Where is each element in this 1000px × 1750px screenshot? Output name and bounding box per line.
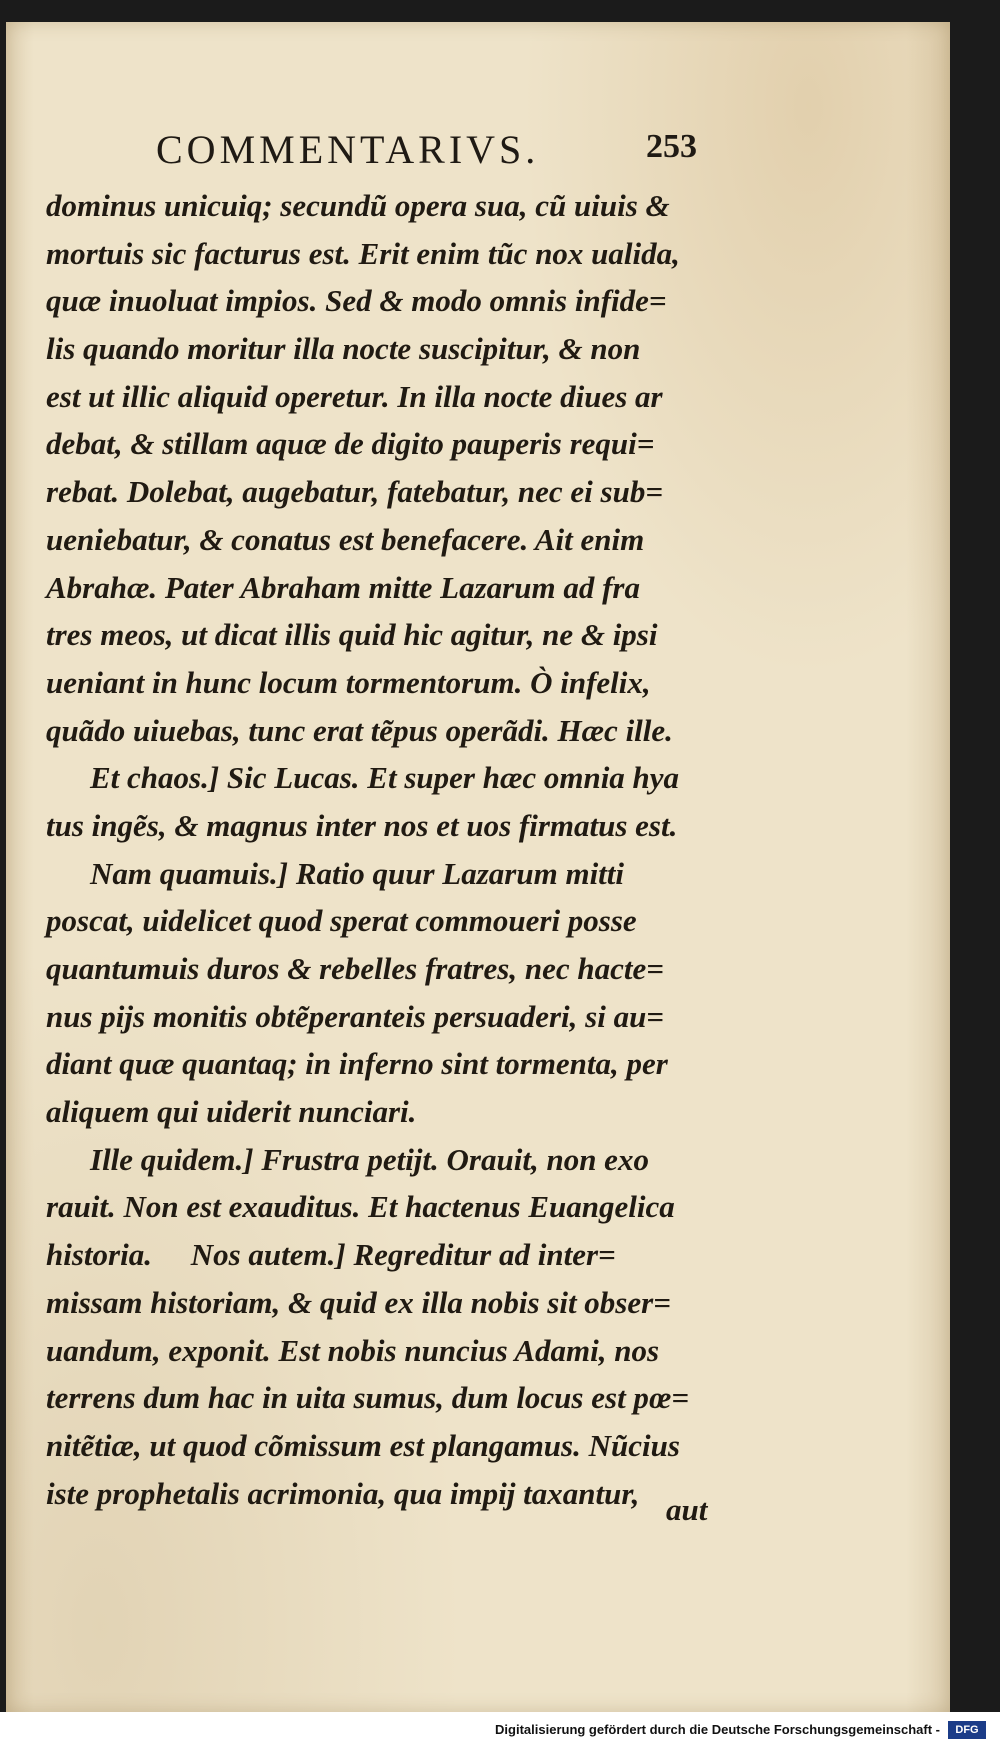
text-line: terrens dum hac in uita sumus, dum locus est pœ=	[46, 1380, 689, 1416]
book-page	[6, 22, 950, 1712]
text-line: Ille quidem.] Frustra petijt. Orauit, non exo	[90, 1141, 649, 1177]
text-line: est ut illic aliquid operetur. In illa nocte diues ar	[46, 378, 663, 414]
text-line: missam historiam, & quid ex illa nobis sit obser=	[46, 1284, 671, 1320]
running-title: COMMENTARIVS.	[156, 127, 540, 172]
text-line: Et chaos.] Sic Lucas. Et super hæc omnia hya	[90, 760, 680, 796]
text-line: ueniebatur, & conatus est benefacere. Ait enim	[46, 521, 645, 557]
page-number: 253	[646, 128, 697, 165]
text-line: mortuis sic facturus est. Erit enim tũc nox ualida,	[46, 235, 680, 271]
text-line: historia. Nos autem.] Regreditur ad inter=	[46, 1237, 616, 1273]
digitization-footer	[0, 1712, 1000, 1750]
text-line: debat, & stillam aquæ de digito pauperis requi=	[46, 426, 655, 462]
text-line: iste prophetalis acrimonia, qua impij taxantur,	[46, 1475, 640, 1511]
text-line: tres meos, ut dicat illis quid hic agitur, ne & ipsi	[46, 617, 658, 653]
funding-credit: Digitalisierung gefördert durch die Deutsche Forschungsgemeinschaft -	[495, 1722, 940, 1737]
text-line: diant quæ quantaq; in inferno sint tormenta, per	[46, 1046, 668, 1082]
text-line: quæ inuoluat impios. Sed & modo omnis infide=	[46, 283, 667, 319]
text-line: dominus unicuiq; secundũ opera sua, cũ uiuis &	[46, 188, 670, 223]
text-line: poscat, uidelicet quod sperat commoueri posse	[46, 903, 637, 939]
text-line: ueniant in hunc locum tormentorum. Ò infelix,	[46, 664, 651, 700]
catchword: aut	[666, 1492, 708, 1527]
text-line: nitẽtiæ, ut quod cõmissum est plangamus. Nũcius	[46, 1427, 680, 1463]
text-line: tus ingẽs, & magnus inter nos et uos firmatus est.	[46, 807, 678, 843]
dfg-logo-icon: DFG	[948, 1721, 986, 1739]
text-line: lis quando moritur illa nocte suscipitur, & non	[46, 331, 641, 367]
page-header	[6, 112, 950, 172]
text-line: Nam quamuis.] Ratio quur Lazarum mitti	[90, 855, 625, 891]
text-line: nus pijs monitis obtẽperanteis persuaderi, si au=	[46, 998, 664, 1034]
text-line: rauit. Non est exauditus. Et hactenus Euangelica	[46, 1189, 675, 1225]
text-line: quãdo uiuebas, tunc erat tẽpus operãdi. Hæc ille.	[46, 712, 673, 748]
text-line: rebat. Dolebat, augebatur, fatebatur, nec ei sub=	[46, 474, 664, 510]
text-line: uandum, exponit. Est nobis nuncius Adami, nos	[46, 1332, 660, 1368]
body-text	[46, 182, 746, 1517]
text-line: Abrahæ. Pater Abraham mitte Lazarum ad fra	[46, 569, 640, 605]
text-line: aliquem qui uiderit nunciari.	[46, 1094, 417, 1130]
text-line: quantumuis duros & rebelles fratres, nec hacte=	[46, 951, 664, 986]
